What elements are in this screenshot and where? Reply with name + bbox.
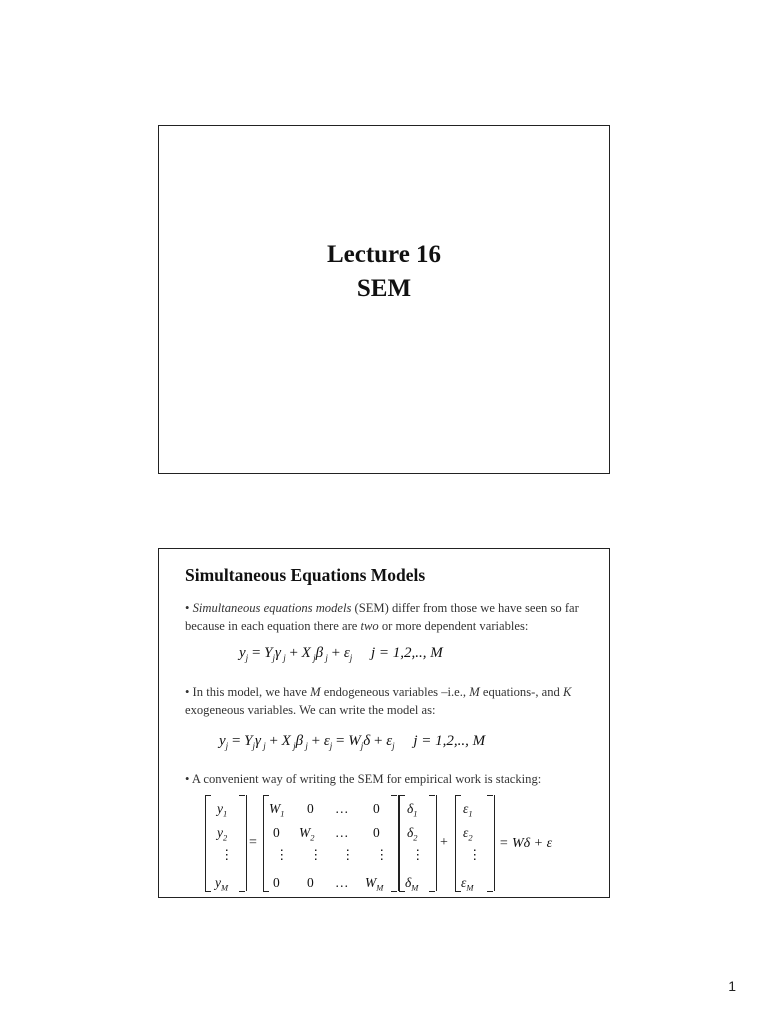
variable-m: M — [469, 685, 480, 699]
paragraph-stacking: • A convenient way of writing the SEM for empirical work is stacking: — [185, 772, 542, 786]
equation-compact: $y_j = Y_j\gamma$ $_j$ + X $_j$β $_j + \varepsilon_j = W_j\delta + \varepsilon_j$ j = 1,2,.., M — [219, 733, 486, 751]
equation-range: j = 1,2,.., M — [413, 733, 486, 749]
title-slide — [158, 125, 610, 474]
content-slide: Simultaneous Equations Models • Simultaneous equations models (SEM) differ from those we have seen so far because in each equation there are two or more dependent variables: $y_j = Y_j\gamma$ $_j$ + X $_j$β $_j + \varepsilon_j$ j = 1,2,.., M • In this model, we have M endogeneous variables –i.e., M equations-, and K exogeneous variables. We can write the model as: $y_j = Y_j\gamma$ $_j$ + X $_j$β $_j + \varepsilon_j = W_j\delta + \varepsilon_j$ j = 1,2,.., M • A convenient way of writing the SEM for empirical work is stacking: $y_1$ $y_2$ ⋮ $y_M$ = $W_1$ 0 … 0 0 $W_2$ … 0 ⋮ ⋮ ⋮ ⋮ 0 0 … $W_M$ $\delta_1$ $\delta_2$ ⋮ $\delta_M$ + $\varepsilon_1$ $\varepsilon_2$ ⋮ $\varepsilon_M$ = Wδ + ε — [158, 548, 610, 898]
equals-sign: = — [249, 835, 257, 850]
paragraph-text: equations-, and — [479, 685, 563, 699]
matrix-result: = Wδ + ε — [499, 836, 553, 851]
y1: $y_1$ — [217, 801, 228, 819]
page-number: 1 — [728, 978, 736, 994]
lecture-number: Lecture 16 — [326, 241, 442, 268]
y2: $y_2$ — [217, 825, 228, 843]
paragraph-sem-definition — [185, 599, 605, 635]
equation-structural: $y_j = Y_j\gamma$ $_j$ + X $_j$β $_j + \varepsilon_j$ j = 1,2,.., M — [239, 645, 443, 663]
lecture-title — [159, 238, 609, 306]
bullet: • — [185, 601, 190, 615]
slide-heading: Simultaneous Equations Models — [185, 565, 426, 585]
emphasis-two: two — [360, 619, 379, 633]
emphasis-term: Simultaneous equations models — [192, 601, 352, 615]
paragraph-text: • In this model, we have — [185, 685, 311, 699]
vdots: ⋮ — [220, 847, 234, 862]
lecture-topic: SEM — [356, 275, 412, 302]
yM: $y_M$ — [215, 875, 229, 893]
equation-range: j = 1,2,.., M — [371, 645, 443, 661]
plus-sign: + — [440, 835, 448, 850]
paragraph-text: endogeneous variables –i.e., — [320, 685, 470, 699]
paragraph-text: (SEM) differ from those we have seen so far because in each equation there are — [185, 601, 579, 633]
paragraph-text: or more dependent variables: — [378, 619, 529, 633]
variable-k: K — [562, 685, 572, 699]
paragraph-model-description — [185, 683, 605, 719]
variable-m: M — [310, 685, 321, 699]
paragraph-text: exogeneous variables. We can write the model as: — [185, 703, 436, 717]
